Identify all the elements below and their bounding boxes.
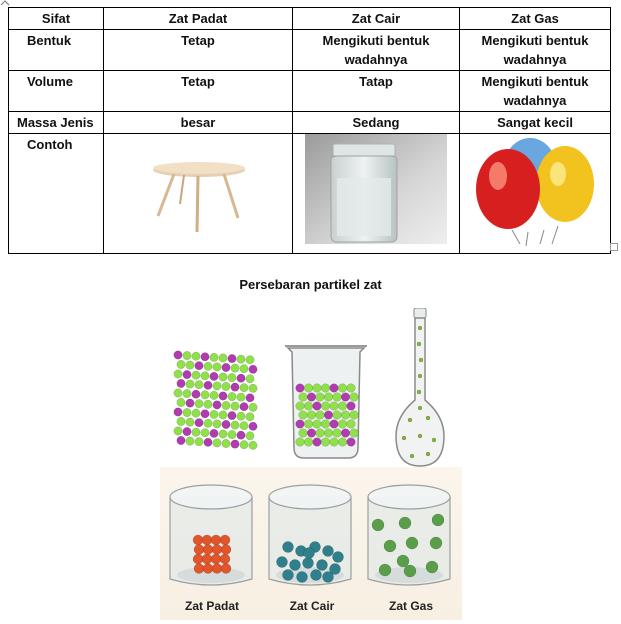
liquid-particle [338,402,347,411]
liquid-particle [333,411,342,420]
lattice-particle [186,437,194,445]
liquid-particle [333,429,342,438]
cell-padat: Tetap [104,30,293,71]
lattice-particle [222,363,230,371]
liquid-particle [316,429,325,438]
cell-gas: Sangat kecil [460,112,611,134]
gas-particle [426,452,430,456]
liquid-particle [347,384,356,393]
lattice-particle [222,401,230,409]
lattice-particle [183,351,191,359]
lattice-particle [183,370,191,378]
gas-particle [404,565,416,577]
balloons-image [460,134,610,248]
liquid-particle [324,393,333,402]
lattice-particle [249,384,257,392]
lattice-particle [174,370,182,378]
liquid-particle [290,560,301,571]
gas-particle [402,436,406,440]
properties-table [8,7,611,254]
lattice-particle [195,362,203,370]
gas-particle [426,416,430,420]
liquid-particle [304,438,313,447]
liquid-particle [307,411,316,420]
liquid-particle [347,438,356,447]
gas-particle [406,537,418,549]
gas-particle [397,555,409,567]
lattice-particle [183,408,191,416]
solid-particle [212,545,222,555]
gas-particle [432,438,436,442]
liquid-particle [296,402,305,411]
lattice-particle [192,390,200,398]
solid-particle [194,545,204,555]
liquid-beaker-illustration [282,340,370,462]
liquid-particle [311,570,322,581]
label-zat-cair: Zat Cair [289,599,335,613]
lattice-particle [219,373,227,381]
lattice-particle [240,365,248,373]
lattice-particle [237,431,245,439]
liquid-particle [296,420,305,429]
lattice-particle [204,400,212,408]
lattice-particle [222,382,230,390]
liquid-particle [307,429,316,438]
liquid-particle [316,411,325,420]
lattice-particle [246,413,254,421]
liquid-particle [330,402,339,411]
lattice-particle [219,354,227,362]
liquid-particle [330,420,339,429]
corner-cursor-icon [0,0,12,6]
liquid-particle [341,429,350,438]
lattice-particle [186,380,194,388]
lattice-particle [192,352,200,360]
liquid-particle [283,542,294,553]
liquid-particle [330,438,339,447]
solid-particle [203,545,213,555]
liquid-particle [338,438,347,447]
solid-particle [203,564,213,574]
header-zat-cair: Zat Cair [293,8,460,30]
lattice-particle [174,427,182,435]
lattice-particle [231,383,239,391]
liquid-particle [338,420,347,429]
lattice-particle [213,401,221,409]
row-label: Massa Jenis [9,112,104,134]
lattice-particle [237,355,245,363]
lattice-particle [186,399,194,407]
liquid-particle [313,384,322,393]
liquid-particle [304,548,315,559]
lattice-particle [204,438,212,446]
lattice-particle [210,429,218,437]
lattice-particle [195,381,203,389]
water-jar-image [293,134,459,248]
solid-particle [194,564,204,574]
solid-particle [193,535,203,545]
lattice-particle [246,432,254,440]
liquid-particle [321,402,330,411]
liquid-particle [324,429,333,438]
lattice-particle [174,351,182,359]
liquid-particle [341,411,350,420]
row-label: Volume [9,71,104,112]
lattice-particle [183,389,191,397]
liquid-particle [350,393,359,402]
liquid-particle [299,393,308,402]
lattice-particle [192,428,200,436]
gas-particle [384,540,396,552]
lattice-particle [186,418,194,426]
solid-particle [211,535,221,545]
cell-padat-image [104,134,293,254]
solid-particle [221,564,231,574]
gas-particle [399,517,411,529]
lattice-particle [222,439,230,447]
solid-particle [220,535,230,545]
lattice-particle [210,410,218,418]
liquid-particle [304,384,313,393]
lattice-particle [228,411,236,419]
solid-particle [193,554,203,564]
cell-gas: Mengikuti bentuk wadahnya [460,30,611,71]
liquid-particle [330,384,339,393]
lattice-particle [213,382,221,390]
lattice-particle [240,384,248,392]
gas-particle [410,454,414,458]
liquid-particle [338,384,347,393]
lattice-particle [201,372,209,380]
lattice-particle [192,409,200,417]
gas-particle [418,434,422,438]
lattice-particle [177,379,185,387]
lattice-particle [249,422,257,430]
table-header-row [9,8,611,30]
lattice-particle [177,417,185,425]
lattice-particle [177,360,185,368]
lattice-particle [231,440,239,448]
cell-cair: Tatap [293,71,460,112]
lattice-particle [201,410,209,418]
liquid-particle [299,429,308,438]
gas-particle [418,326,422,330]
liquid-particle [323,572,334,583]
lattice-particle [249,403,257,411]
lattice-particle [201,353,209,361]
solid-particle [202,535,212,545]
lattice-particle [210,391,218,399]
liquid-particle [347,420,356,429]
lattice-particle [213,363,221,371]
solid-particle [221,545,231,555]
liquid-particle [323,546,334,557]
lattice-particle [228,392,236,400]
lattice-particle [231,364,239,372]
row-label: Bentuk [9,30,104,71]
liquid-particle [324,411,333,420]
cell-gas-image [460,134,611,254]
gas-particle [419,358,423,362]
lattice-particle [192,371,200,379]
table-row-volume [9,71,611,112]
cell-cair: Mengikuti bentuk wadahnya [293,30,460,71]
liquid-particle [317,560,328,571]
solid-particle [211,554,221,564]
gas-particle [430,537,442,549]
lattice-particle [237,412,245,420]
liquid-particle [303,558,314,569]
lattice-particle [228,373,236,381]
cell-gas: Mengikuti bentuk wadahnya [460,71,611,112]
lattice-particle [237,393,245,401]
row-label: Contoh [9,134,104,254]
table-row-massa-jenis [9,112,611,134]
liquid-particle [304,420,313,429]
lattice-particle [228,430,236,438]
liquid-particle [297,572,308,583]
liquid-particle [313,438,322,447]
liquid-particle [321,384,330,393]
lattice-particle [186,361,194,369]
lattice-particle [231,402,239,410]
gas-particle [418,374,422,378]
lattice-particle [219,411,227,419]
lattice-particle [213,439,221,447]
gas-particle [426,561,438,573]
lattice-particle [246,394,254,402]
lattice-particle [228,354,236,362]
gas-particle [417,342,421,346]
lattice-particle [195,419,203,427]
lattice-particle [219,430,227,438]
lattice-particle [240,403,248,411]
lattice-particle [204,419,212,427]
liquid-particle [307,393,316,402]
gas-particle [432,514,444,526]
particle-containers [160,467,462,597]
lattice-particle [222,420,230,428]
lattice-particle [240,422,248,430]
lattice-particle [183,427,191,435]
lattice-particle [246,356,254,364]
liquid-particle [333,552,344,563]
gas-particle [417,390,421,394]
liquid-particle [321,438,330,447]
lattice-particle [195,400,203,408]
table-row-contoh [9,134,611,254]
table-resize-handle[interactable] [610,243,618,251]
liquid-particle [313,402,322,411]
gas-particle [372,519,384,531]
lattice-particle [204,381,212,389]
table-row-bentuk [9,30,611,71]
lattice-particle [195,438,203,446]
section-title: Persebaran partikel zat [239,277,382,292]
liquid-particle [341,393,350,402]
liquid-particle [350,429,359,438]
lattice-particle [246,375,254,383]
liquid-particle [299,411,308,420]
lattice-particle [240,441,248,449]
liquid-particle [283,570,294,581]
liquid-particle [350,411,359,420]
cell-cair: Sedang [293,112,460,134]
cell-padat: Tetap [104,71,293,112]
lattice-particle [174,408,182,416]
liquid-particle [304,402,313,411]
solid-lattice-illustration [170,345,262,457]
cell-cair-image [293,134,460,254]
liquid-particle [316,393,325,402]
gas-particle [408,418,412,422]
cell-padat: besar [104,112,293,134]
lattice-particle [231,421,239,429]
lattice-particle [210,353,218,361]
particle-states-panel [160,467,462,620]
liquid-particle [321,420,330,429]
lattice-particle [237,374,245,382]
lattice-particle [249,441,257,449]
liquid-particle [313,420,322,429]
gas-particle [418,406,422,410]
liquid-particle [296,384,305,393]
lattice-particle [201,391,209,399]
solid-particle [220,554,230,564]
liquid-particle [333,393,342,402]
solid-particle [212,564,222,574]
lattice-particle [213,420,221,428]
gas-flask-illustration [392,308,448,470]
gas-particle [379,564,391,576]
lattice-particle [201,429,209,437]
lattice-particle [219,392,227,400]
liquid-particle [347,402,356,411]
header-zat-padat: Zat Padat [104,8,293,30]
solid-particle [202,554,212,564]
lattice-particle [204,362,212,370]
lattice-particle [174,389,182,397]
header-sifat: Sifat [9,8,104,30]
wooden-table-image [104,134,292,248]
lattice-particle [210,372,218,380]
lattice-particle [177,398,185,406]
liquid-particle [277,557,288,568]
lattice-particle [249,365,257,373]
header-zat-gas: Zat Gas [460,8,611,30]
liquid-particle [296,438,305,447]
lattice-particle [177,436,185,444]
label-zat-padat: Zat Padat [184,599,239,613]
label-zat-gas: Zat Gas [388,599,433,613]
